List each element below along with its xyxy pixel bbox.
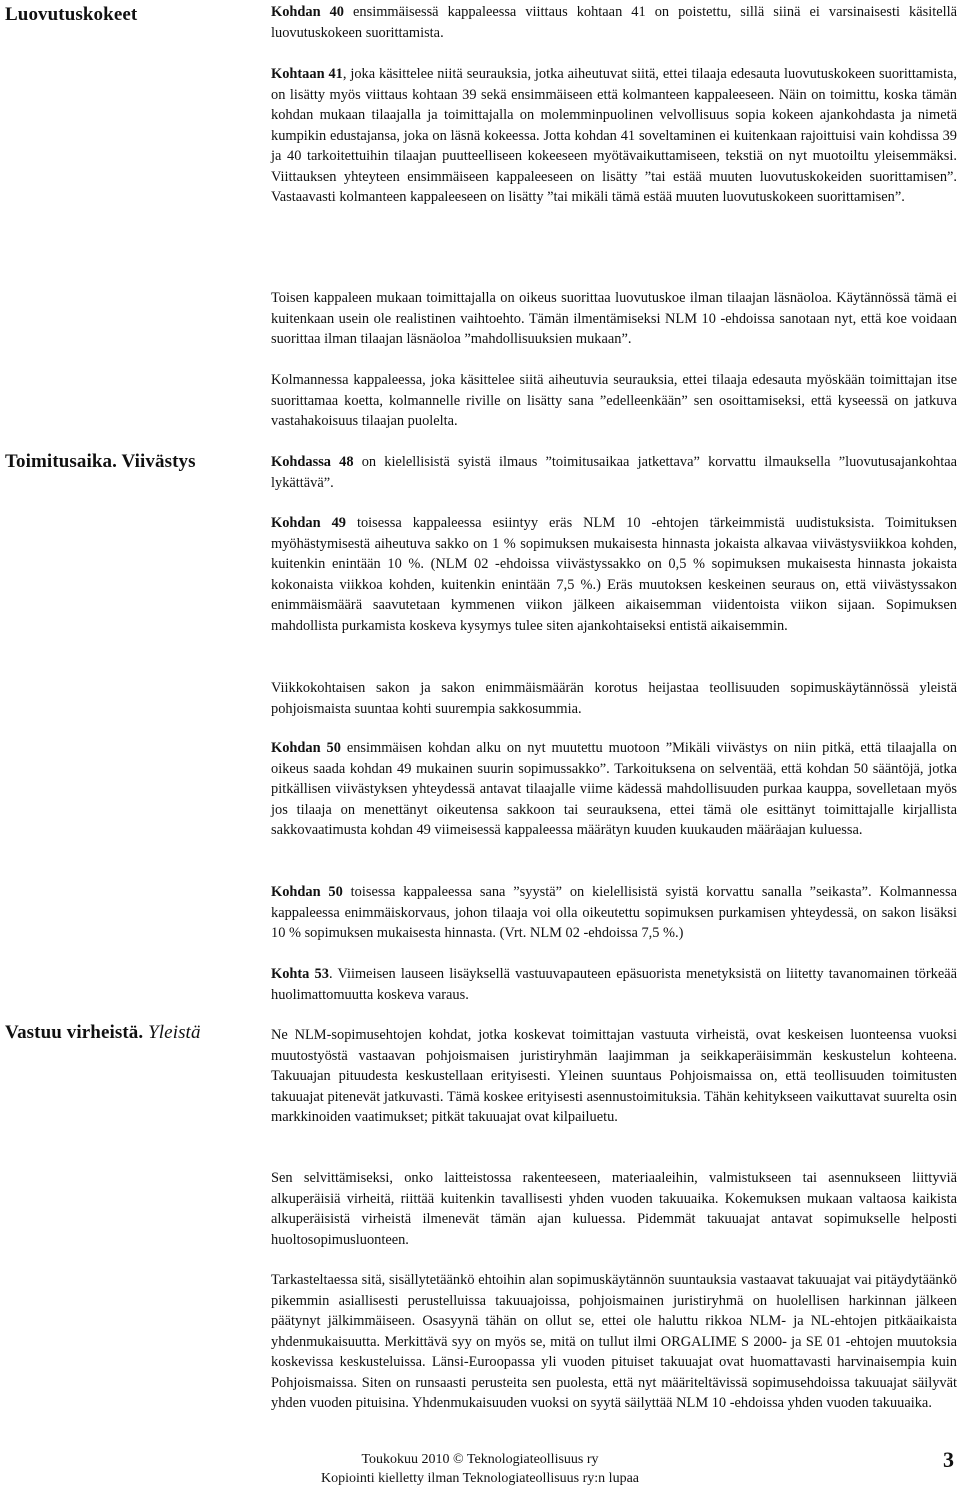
section-heading-toimitusaika: Toimitusaika. Viivästys: [5, 451, 196, 472]
paragraph-text: Ne NLM-sopimusehtojen kohdat, jotka koskevat toimittajan vastuuta virheistä, ovat keskeisen luonteensa vuoksi muutostyöstä vastaavan pohjoismaisen juristiryhmän laajimman ja seikkaperäisimmän keskustelun kohteena. Takuuajan pituudesta keskustellaan erityisesti. Yleinen suuntaus Pohjoismaissa on, että teollisuuden toimitusten takuuajat pitenevät jatkuvasti. Tämä koskee erityisesti asennustoimituksia. Tähän kehitykseen vaikuttavat suurelta osin markkinoiden vaatimukset; pitkät takuuajat ovat kilpailuetu.: [271, 1027, 957, 1125]
paragraph: [271, 738, 957, 841]
paragraph-text: toisessa kappaleessa sana ”syystä” on kielellisistä syistä korvattu sanalla ”seikasta”. Kolmannessa kappaleessa enimmäiskorvaus, johon tilaaja voi olla oikeutettu sopimuksen purkamisen yhteydessä, on sakon lisäksi 10 % sopimuksen mukaisesta hinnasta. (Vrt. NLM 02 -ehdoissa 7,5 %.): [271, 884, 957, 941]
paragraph: [271, 2, 957, 43]
paragraph-text: Kolmannessa kappaleessa, joka käsittelee siitä aiheutuvia seurauksia, ettei tilaaja edesauta myöskään toimittajan itse suorittamaa koetta, kolmannelle riville on lisätty sana ”edelleenkään” sen osoittamiseksi, että kyseessä on jatkuva vastahakoisuus tilaajan puolelta.: [271, 372, 957, 429]
paragraph: [271, 1025, 957, 1128]
paragraph-text: , joka käsittelee niitä seurauksia, jotka aiheutuvat siitä, ettei tilaaja edesauta luovutuskokeen suorittamista, on lisätty myös viittaus kohtaan 39 sekä ensimmäiseen että kolmanteen kappaleeseen. Näin on toimittu, koska tämän kohdan mukaan tilaajalla ja toimittajalla on molemminpuolinen velvollisuus sopia kokeen ajankohdasta ja nimetä kumpikin edustajansa, joka on läsnä kokeessa. Jotta kohdan 41 soveltaminen ei kuitenkaan rajoittuisi vain kohdissa 39 ja 40 tarkoitettuihin tilaajan puutteelliseen kokeeseen myötävaikuttamiseen, tekstiä on nyt muotoiltu yleisemmäksi. Viittauksen yhteyteen ensimmäiseen kappaleeseen on lisätty ”tai estää muuten luovutuskokeiden suorittamisen”. Vastaavasti kolmanteen kappaleeseen on lisätty ”tai mikäli tämä estää muuten luovutuskokeen suorittamisen”.: [271, 66, 957, 205]
paragraph-lead: Kohdan 50: [271, 740, 341, 756]
paragraph: [271, 1270, 957, 1414]
paragraph-text: on kielellisistä syistä ilmaus ”toimitusaikaa jatkettava” korvattu ilmauksella ”luovutusajankohtaa lykättävä”.: [271, 454, 957, 491]
paragraph: [271, 513, 957, 636]
paragraph: [271, 288, 957, 350]
heading-bold-part: Vastuu virheistä.: [5, 1022, 144, 1043]
section-heading-vastuu-virheista: [5, 1022, 201, 1044]
paragraph: [271, 964, 957, 1005]
paragraph: [271, 370, 957, 432]
section-heading-luovutuskokeet: Luovutuskokeet: [5, 4, 138, 25]
heading-italic-part: Yleistä: [148, 1022, 201, 1043]
paragraph: [271, 882, 957, 944]
paragraph-text: ensimmäisen kohdan alku on nyt muutettu muotoon ”Mikäli viivästys on niin pitkä, että tilaajalla on oikeus saada kohdan 49 mukainen suurin sopimussakko”. Tarkoituksena on selventää, että kohdan 50 sääntöjä, jotka pitkällisen viivästyksen yhteydessä antavat tilaajalle viime kädessä mahdollisuuden purkaa kauppa, sovelletaan myös jos tilaaja on menettänyt oikeutensa sakkoon tai seurauksena, ettei tämä ole esittänyt toimittajalle kirjallista sakkovaatimusta kohdan 49 viimeisessä kappaleessa määrätyn kuuden kuukauden määräajan kuluessa.: [271, 740, 957, 838]
paragraph-lead: Kohtaan 41: [271, 66, 343, 82]
footer-copyright: Toukokuu 2010 © Teknologiateollisuus ry: [361, 1452, 599, 1467]
paragraph: [271, 64, 957, 208]
paragraph: [271, 1168, 957, 1250]
paragraph-lead: Kohdassa 48: [271, 454, 354, 470]
paragraph-text: ensimmäisessä kappaleessa viittaus kohtaan 41 on poistettu, sillä siinä ei varsinaisesti käsitellä luovutuskokeen suorittamista.: [271, 4, 957, 41]
paragraph-text: . Viimeisen lauseen lisäyksellä vastuuvapauteen epäsuorista menetyksistä on liitetty tavanomainen törkeää huolimattomuutta koskeva varaus.: [271, 966, 957, 1003]
paragraph-lead: Kohdan 50: [271, 884, 343, 900]
paragraph-text: Viikkokohtaisen sakon ja sakon enimmäismäärän korotus heijastaa teollisuuden sopimuskäytännössä yleistä pohjoismaista suuntaa kohti suurempia sakkosummia.: [271, 680, 957, 717]
paragraph: [271, 452, 957, 493]
paragraph-text: toisessa kappaleessa esiintyy eräs NLM 10 -ehtojen tärkeimmistä uudistuksista. Toimituksen myöhästymisestä aiheutuva sakko on 1 % sopimuksen mukaisesta hinnasta jokaista alkavaa viivästysviikkoa kohden, kuitenkin enintään 10 %. (NLM 02 -ehdoissa viivästyssakko on 0,5 % sopimuksen mukaisesta hinnasta jokaista kokonaista viikkoa kohden, kuitenkin enintään 7,5 %.) Eräs muutoksen keskeinen seuraus on, että viivästyssakon enimmäismäärä saavutetaan kymmenen viikon jälkeen aikaisemman viidentoista viikon sijaan. Sopimuksen mahdollista purkamista koskeva kysymys tulee siten ajankohtaiseksi entistä aikaisemmin.: [271, 515, 957, 634]
paragraph-text: Toisen kappaleen mukaan toimittajalla on oikeus suorittaa luovutuskoe ilman tilaajan läsnäoloa. Käytännössä tämä ei kuitenkaan usein ole realistinen vaihtoehto. Tämän ilmentämiseksi NLM 10 -ehdoissa sanotaan nyt, että koe voidaan suorittaa ilman tilaajan läsnäoloa ”mahdollisuuksien mukaan”.: [271, 290, 957, 347]
paragraph-lead: Kohdan 40: [271, 4, 345, 20]
paragraph: [271, 678, 957, 719]
paragraph-text: Tarkasteltaessa sitä, sisällytetäänkö ehtoihin alan sopimuskäytännön suuntauksia vastaavat takuuajat vai pitäydytäänkö pikemmin asiallisesti perustelluissa takuuajoissa, pohjoismainen juristiryhmä on huolellisen harkinnan jälkeen päätynyt jälkimmäiseen. Osasyynä tähän on ollut se, ettei ole haluttu rikkoa NLM- ja NL-ehtojen pitkäaikaista yhdenmukaisuutta. Merkittävä syy on myös se, mitä on tullut ilmi ORGALIME S 2000- ja SE 01 -ehtojen muutoksia koskevissa keskusteluissa. Länsi-Euroopassa yli vuoden pituiset takuuajat ovat huomattavasti harvinaisempia kuin Pohjoismaissa. Siten on runsaasti perusteita sen puolesta, että nyt määriteltävissä sopimusehdoissa takuuajat säilyvät yhden vuoden pituisina. Yhdenmukaisuuden vuoksi on syytä säilyttää NLM 10 -ehdoissa yhden vuoden takuuaika.: [271, 1272, 957, 1411]
paragraph-text: Sen selvittämiseksi, onko laitteistossa rakenteeseen, materiaaleihin, valmistukseen tai asennukseen liittyviä alkuperäisiä virheitä, riittää kuitenkin tavallisesti yhden vuoden takuuaika. Kokemuksen mukaan valtaosa kaikista alkuperäisistä virheistä ilmenevät tämän ajan kuluessa. Pidemmät takuuajat antavat sopimukselle helposti huoltosopimusluonteen.: [271, 1170, 957, 1248]
paragraph-lead: Kohdan 49: [271, 515, 346, 531]
paragraph-lead: Kohta 53: [271, 966, 329, 982]
page-number: 3: [943, 1447, 954, 1472]
footer-copy-notice: Kopiointi kielletty ilman Teknologiateollisuus ry:n lupaa: [321, 1471, 639, 1486]
